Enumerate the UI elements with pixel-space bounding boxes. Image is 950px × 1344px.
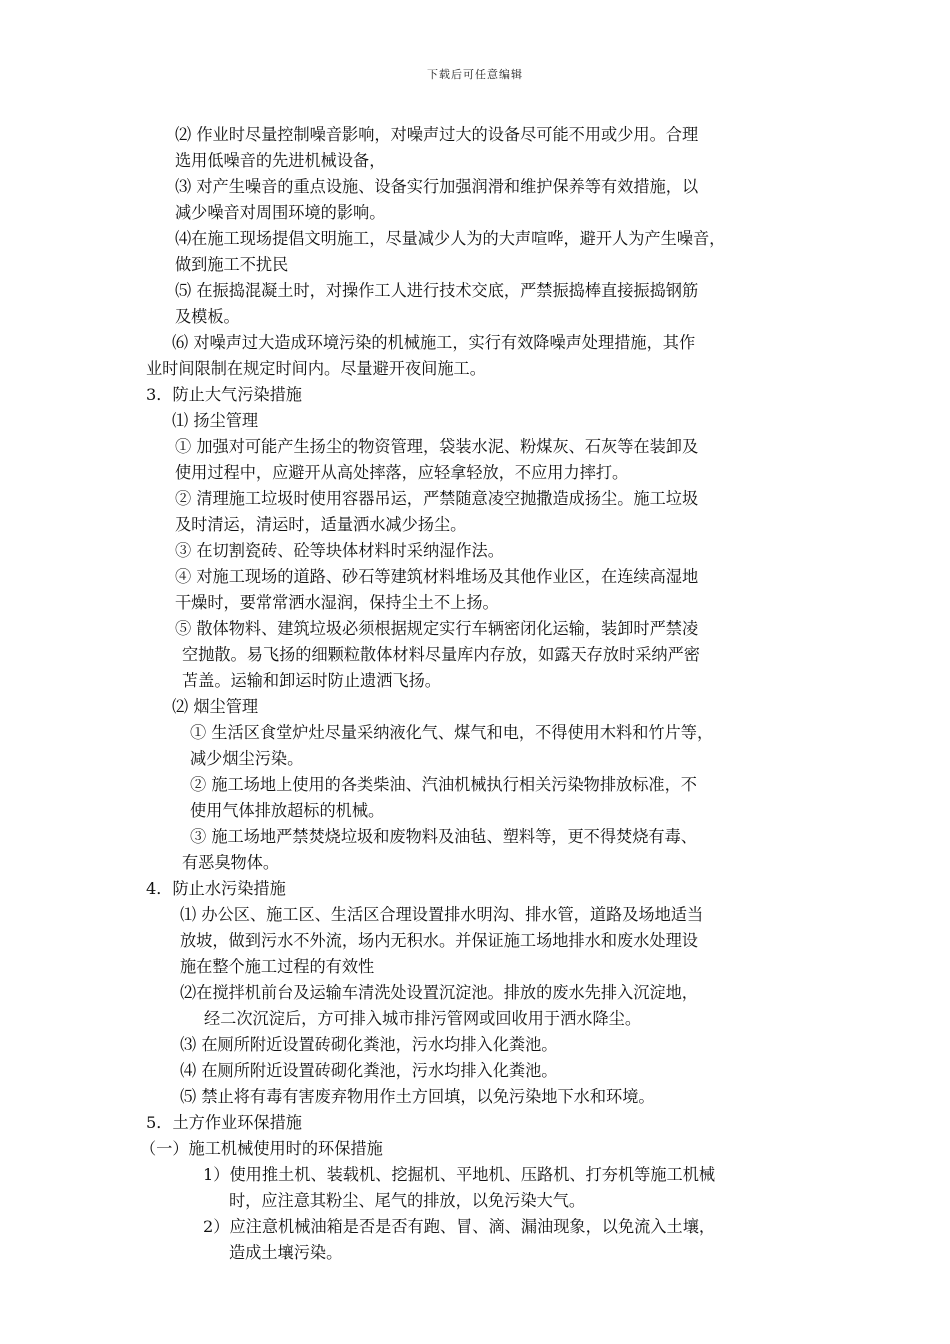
paragraph-line: 业时间限制在规定时间内。尽量避开夜间施工。 (146, 359, 486, 378)
paragraph-line: 使用气体排放超标的机械。 (190, 801, 385, 820)
paragraph-line: 施在整个施工过程的有效性 (180, 957, 375, 976)
paragraph-line: ⑤ 散体物料、建筑垃圾必须根据规定实行车辆密闭化运输，装卸时严禁凌 (175, 619, 699, 638)
paragraph-line: 经二次沉淀后，方可排入城市排污管网或回收用于洒水降尘。 (204, 1009, 642, 1028)
subsection-heading: ⑴ 扬尘管理 (172, 411, 259, 430)
page-header: 下载后可任意编辑 (427, 68, 523, 81)
paragraph-line: ① 生活区食堂炉灶尽量采纳液化气、煤气和电，不得使用木料和竹片等， (190, 723, 714, 742)
paragraph-line: ⑸ 禁止将有毒有害废弃物用作土方回填，以免污染地下水和环境。 (180, 1087, 655, 1106)
paragraph-line: ③ 施工场地严禁焚烧垃圾和废物料及油毡、塑料等，更不得焚烧有毒、 (190, 827, 697, 846)
paragraph-line: 放坡，做到污水不外流，场内无积水。并保证施工场地排水和废水处理设 (180, 931, 698, 950)
paragraph-line: 造成土壤污染。 (229, 1243, 343, 1262)
paragraph-line: ⑶ 对产生噪音的重点设施、设备实行加强润滑和维护保养等有效措施，以 (175, 177, 699, 196)
paragraph-line: ② 清理施工垃圾时使用容器吊运，严禁随意凌空抛撒造成扬尘。施工垃圾 (175, 489, 699, 508)
paragraph-line: ⑸ 在振捣混凝土时，对操作工人进行技术交底，严禁振捣棒直接振捣钢筋 (175, 281, 699, 300)
paragraph-line: 有恶臭物体。 (182, 853, 280, 872)
paragraph-line: 及模板。 (175, 307, 240, 326)
paragraph-line: ⑷在施工现场提倡文明施工，尽量减少人为的大声喧哗，避开人为产生噪音， (175, 229, 726, 248)
paragraph-line: 做到施工不扰民 (175, 255, 289, 274)
paragraph-line: ③ 在切割瓷砖、砼等块体材料时采纳湿作法。 (175, 541, 504, 560)
paragraph-line: 空抛散。易飞扬的细颗粒散体材料尽量库内存放，如露天存放时采纳严密 (182, 645, 700, 664)
paragraph-line: ⑵在搅拌机前台及运输车清洗处设置沉淀池。排放的废水先排入沉淀地， (180, 983, 698, 1002)
paragraph-line: 减少噪音对周围环境的影响。 (175, 203, 386, 222)
paragraph-line: 2）应注意机械油箱是否是否有跑、冒、滴、漏油现象，以免流入土壤， (203, 1217, 716, 1236)
paragraph-line: 1）使用推土机、装载机、挖掘机、平地机、压路机、打夯机等施工机械 (203, 1165, 716, 1184)
paragraph-line: 选用低噪音的先进机械设备， (175, 151, 386, 170)
paragraph-line: 及时清运，清运时，适量洒水减少扬尘。 (175, 515, 467, 534)
paragraph-line: ⑶ 在厕所附近设置砖砌化粪池，污水均排入化粪池。 (180, 1035, 558, 1054)
paragraph-line: ⑴ 办公区、施工区、生活区合理设置排水明沟、排水管，道路及场地适当 (180, 905, 704, 924)
paragraph-line: ⑹ 对噪声过大造成环境污染的机械施工，实行有效降噪声处理措施，其作 (172, 333, 696, 352)
paragraph-line: ④ 对施工现场的道路、砂石等建筑材料堆场及其他作业区，在连续高湿地 (175, 567, 699, 586)
paragraph-line: 减少烟尘污染。 (190, 749, 304, 768)
paragraph-line: 苫盖。运输和卸运时防止遗洒飞扬。 (182, 671, 441, 690)
section-heading: 4．防止水污染措施 (146, 879, 286, 898)
paragraph-line: 时，应注意其粉尘、尾气的排放，以免污染大气。 (229, 1191, 586, 1210)
subsection-heading: （一）施工机械使用时的环保措施 (140, 1139, 383, 1158)
paragraph-line: ⑵ 作业时尽量控制噪音影响，对噪声过大的设备尽可能不用或少用。合理 (175, 125, 699, 144)
section-heading: 5．土方作业环保措施 (146, 1113, 302, 1132)
subsection-heading: ⑵ 烟尘管理 (172, 697, 259, 716)
paragraph-line: ② 施工场地上使用的各类柴油、汽油机械执行相关污染物排放标准，不 (190, 775, 697, 794)
paragraph-line: 使用过程中，应避开从高处摔落，应轻拿轻放，不应用力摔打。 (175, 463, 629, 482)
paragraph-line: ① 加强对可能产生扬尘的物资管理，袋装水泥、粉煤灰、石灰等在装卸及 (175, 437, 699, 456)
paragraph-line: ⑷ 在厕所附近设置砖砌化粪池，污水均排入化粪池。 (180, 1061, 558, 1080)
paragraph-line: 干燥时，要常常洒水湿润，保持尘土不上扬。 (175, 593, 499, 612)
section-heading: 3．防止大气污染措施 (146, 385, 302, 404)
